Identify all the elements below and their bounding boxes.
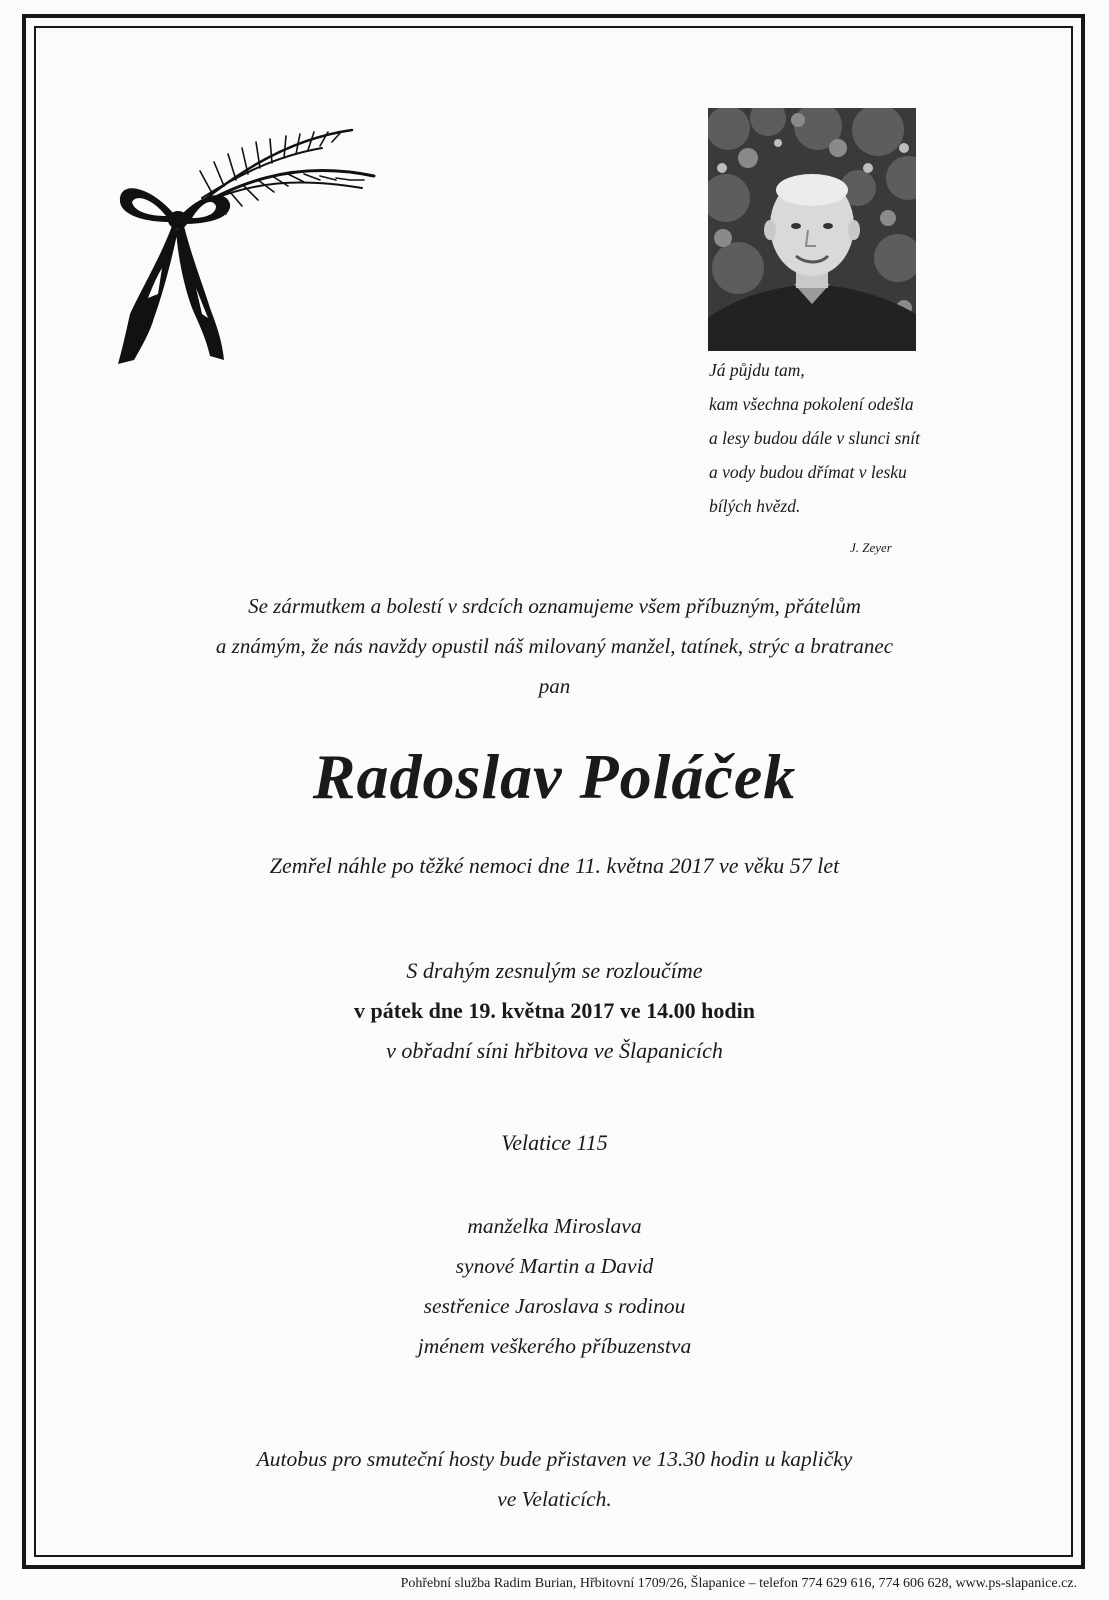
poem-line-4: a vody budou dřímat v lesku bbox=[709, 462, 907, 482]
poem-line-5: bílých hvězd. bbox=[709, 496, 801, 516]
intro-line-1: Se zármutkem a bolestí v srdcích oznamujeme všem příbuzným, přátelům bbox=[248, 594, 861, 618]
deceased-name: Radoslav Poláček bbox=[312, 741, 797, 812]
portrait-photo bbox=[708, 108, 916, 351]
farewell-location: v obřadní síni hřbitova ve Šlapanicích bbox=[386, 1038, 723, 1063]
mourner-1: manželka Miroslava bbox=[467, 1214, 642, 1238]
intro-line-2: a známým, že nás navždy opustil náš milovaný manžel, tatínek, strýc a bratranec bbox=[215, 634, 894, 658]
death-note: Zemřel náhle po těžké nemoci dne 11. května 2017 ve věku 57 let bbox=[269, 853, 840, 878]
bus-note-line-2: ve Velaticích. bbox=[497, 1487, 612, 1511]
mourner-2: synové Martin a David bbox=[455, 1254, 654, 1278]
address: Velatice 115 bbox=[501, 1130, 608, 1155]
footer-funeral-service: Pohřební služba Radim Burian, Hřbitovní 1709/26, Šlapanice – telefon 774 629 616, 774 606 628, www.ps-slapanice.cz. bbox=[400, 1576, 1077, 1591]
poem-line-1: Já půjdu tam, bbox=[709, 360, 805, 380]
poem-author: J. Zeyer bbox=[850, 540, 892, 555]
bus-note-line-1: Autobus pro smuteční hosty bude přistaven ve 13.30 hodin u kapličky bbox=[256, 1447, 853, 1471]
mourner-4: jménem veškerého příbuzenstva bbox=[417, 1334, 692, 1358]
palm-branch-icon bbox=[112, 118, 380, 376]
farewell-datetime: v pátek dne 19. května 2017 ve 14.00 hodin bbox=[354, 998, 755, 1023]
mourner-3: sestřenice Jaroslava s rodinou bbox=[423, 1294, 686, 1318]
farewell-line-1: S drahým zesnulým se rozloučíme bbox=[406, 958, 703, 983]
poem-line-3: a lesy budou dále v slunci snít bbox=[709, 428, 920, 448]
poem-line-2: kam všechna pokolení odešla bbox=[709, 394, 914, 414]
intro-line-3: pan bbox=[538, 674, 571, 698]
